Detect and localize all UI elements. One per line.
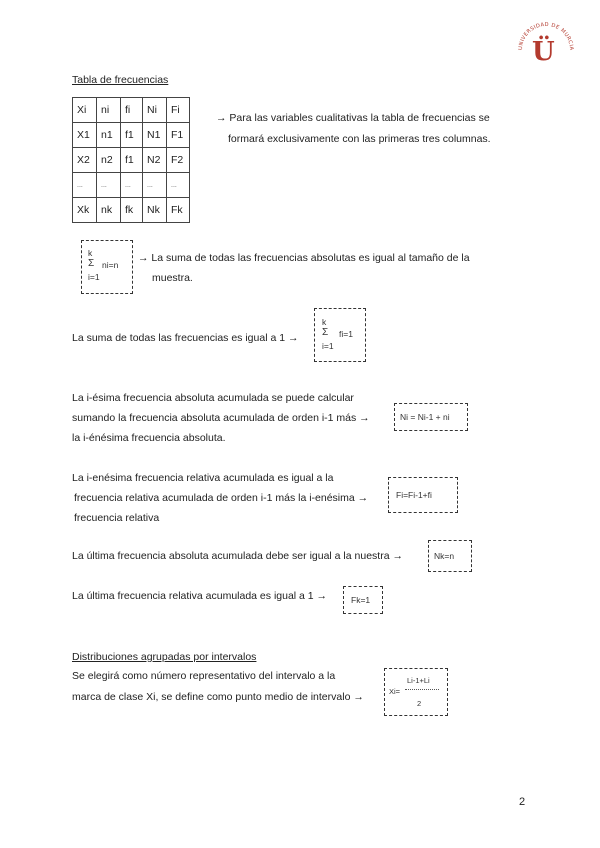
- class-mark-numerator: Li-1+Li: [407, 676, 430, 685]
- fraction-bar: [405, 689, 439, 690]
- table-cell: ...: [167, 173, 190, 198]
- class-mark-denominator: 2: [417, 699, 422, 708]
- grouped-line-1: Se elegirá como número representativo del intervalo a la: [72, 670, 336, 682]
- formula-box-last-absolute: [428, 540, 472, 572]
- table-cell: n2: [97, 148, 121, 173]
- table-cell: N1: [143, 123, 167, 148]
- university-seal-icon: [512, 10, 580, 68]
- table-header-row: [73, 98, 190, 123]
- table-row: [73, 198, 190, 223]
- table-cell: Nk: [143, 198, 167, 223]
- logo-arc-text: UNIVERSIDAD DE MURCIA: [517, 21, 575, 51]
- absolute-sum-line-1: → La suma de todas las frecuencias absolutas es igual al tamaño de la: [138, 252, 470, 264]
- sum-lower-limit: i=1: [322, 341, 334, 351]
- cumulative-absolute-line-3: la i-énésima frecuencia absoluta.: [72, 432, 226, 444]
- table-cell: n1: [97, 123, 121, 148]
- cumulative-relative-line-1: La i-enésima frecuencia relativa acumulada es igual a la: [72, 472, 334, 484]
- sum-upper-limit: k: [322, 317, 327, 327]
- last-absolute-formula: Nk=n: [434, 551, 455, 561]
- formula-box-last-relative: [343, 586, 383, 614]
- table-cell: X2: [73, 148, 97, 173]
- section-title-frequency-table: Tabla de frecuencias: [72, 74, 169, 86]
- table-row: [73, 123, 190, 148]
- formula-box-cumulative-absolute: [394, 403, 468, 431]
- logo-mark: Ü: [532, 37, 555, 67]
- table-cell: N2: [143, 148, 167, 173]
- grouped-line-2: marca de clase Xi, se define como punto medio de intervalo →: [72, 691, 364, 703]
- table-header-cell: Xi: [73, 98, 97, 123]
- table-header-cell: fi: [121, 98, 143, 123]
- sigma-symbol: Σ: [322, 327, 329, 338]
- table-cell: ...: [121, 173, 143, 198]
- table-cell: Fk: [167, 198, 190, 223]
- page-number: 2: [519, 796, 526, 808]
- cumulative-absolute-formula: Ni = Ni-1 + ni: [400, 412, 450, 422]
- formula-box-cumulative-relative: [388, 477, 458, 513]
- table-cell: ...: [97, 173, 121, 198]
- formula-box-absolute-sum: [81, 240, 133, 294]
- table-header-cell: Fi: [167, 98, 190, 123]
- sum-expression: ni=n: [102, 260, 119, 270]
- sum-expression: fi=1: [339, 329, 353, 339]
- frequency-table: [72, 97, 190, 223]
- last-relative-text: La última frecuencia relativa acumulada es igual a 1 →: [72, 590, 328, 602]
- table-row: [73, 173, 190, 198]
- last-relative-formula: Fk=1: [351, 595, 371, 605]
- relative-sum-text: La suma de todas las frecuencias es igual a 1 →: [72, 332, 299, 344]
- cumulative-relative-formula: Fi=Fi-1+fi: [396, 490, 432, 500]
- absolute-sum-line-2: muestra.: [152, 272, 193, 284]
- sum-lower-limit: i=1: [88, 272, 100, 282]
- formula-box-relative-sum: [314, 308, 366, 362]
- sum-upper-limit: k: [88, 248, 93, 258]
- table-cell: Xk: [73, 198, 97, 223]
- table-note-line-2: formará exclusivamente con las primeras tres columnas.: [228, 133, 491, 145]
- table-cell: f1: [121, 148, 143, 173]
- section-title-grouped-distributions: Distribuciones agrupadas por intervalos: [72, 651, 257, 663]
- table-cell: F2: [167, 148, 190, 173]
- class-mark-lhs: Xi=: [389, 687, 401, 696]
- table-cell: fk: [121, 198, 143, 223]
- table-header-cell: Ni: [143, 98, 167, 123]
- table-row: [73, 148, 190, 173]
- formula-box-class-mark: [384, 668, 448, 716]
- table-cell: ...: [73, 173, 97, 198]
- table-cell: X1: [73, 123, 97, 148]
- cumulative-relative-line-3: frecuencia relativa: [74, 512, 160, 524]
- table-cell: f1: [121, 123, 143, 148]
- table-cell: nk: [97, 198, 121, 223]
- table-header-cell: ni: [97, 98, 121, 123]
- sigma-symbol: Σ: [88, 258, 95, 269]
- cumulative-absolute-line-1: La i-ésima frecuencia absoluta acumulada se puede calcular: [72, 392, 354, 404]
- last-absolute-text: La última frecuencia absoluta acumulada debe ser igual a la nuestra →: [72, 550, 403, 562]
- table-cell: F1: [167, 123, 190, 148]
- table-note-line-1: → Para las variables cualitativas la tabla de frecuencias se: [216, 112, 490, 124]
- university-logo: [512, 10, 580, 68]
- table-cell: ...: [143, 173, 167, 198]
- cumulative-absolute-line-2: sumando la frecuencia absoluta acumulada de orden i-1 más →: [72, 412, 370, 424]
- cumulative-relative-line-2: frecuencia relativa acumulada de orden i-1 más la i-enésima →: [74, 492, 369, 504]
